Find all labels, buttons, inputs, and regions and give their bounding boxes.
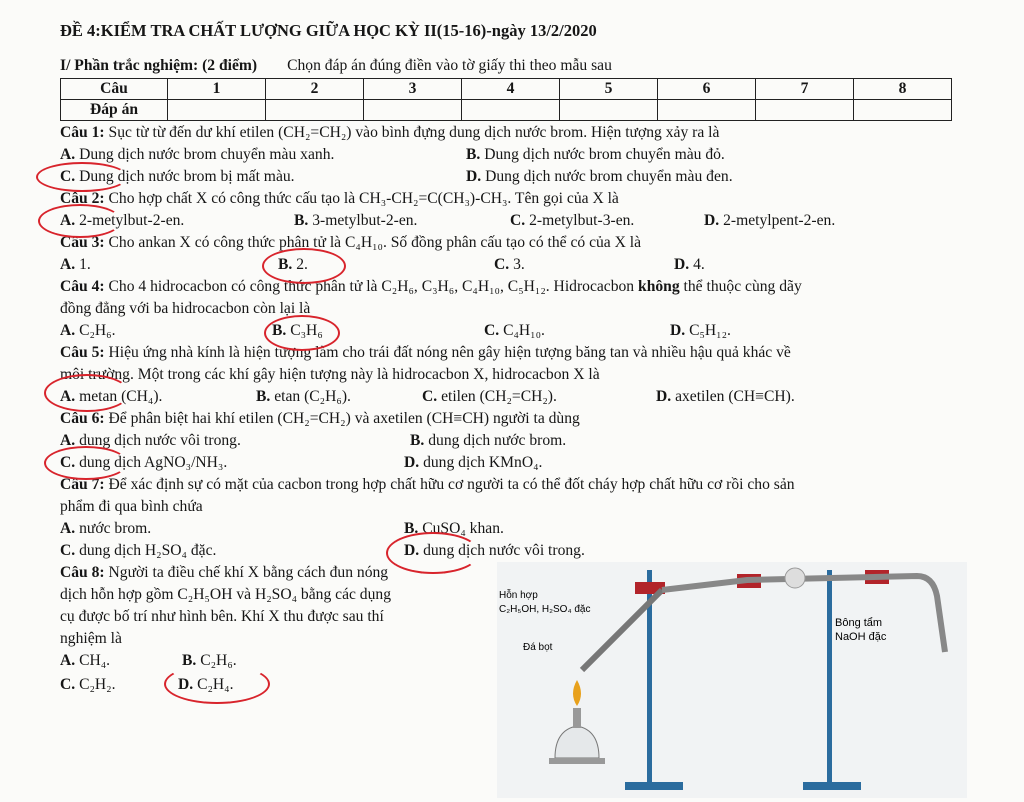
question-8-line2: dịch hỗn hợp gồm C₂H₅OH và H₂SO₄ bằng các dụng [60,586,391,603]
question-7: Câu 7: Để xác định sự có mặt của cacbon trong hợp chất hữu cơ người ta có thể đốt cháy hợp chất hữu cơ rồi cho sản [60,476,795,493]
question-6: Câu 6: Để phân biệt hai khí etilen (CH₂=CH₂) và axetilen (CH≡CH) người ta dùng [60,410,580,427]
question-4: Câu 4: Cho 4 hidrocacbon có công thức phân tử là C₂H₆, C₃H₆, C₄H₁₀, C₅H₁₂. Hidrocacbon không thể thuộc cùng dãy [60,278,802,295]
table-col-2: 2 [266,79,364,100]
table-col-5: 5 [560,79,658,100]
option-8c: C. C₂H₂. [60,676,116,693]
option-3d: D. 4. [674,256,705,273]
label-stones: Đá bọt [523,642,553,653]
option-4d: D. C₅H₁₂. [670,322,731,339]
question-8-line4: nghiệm là [60,630,122,647]
option-6a: A. dung dịch nước vôi trong. [60,432,241,449]
table-col-1: 1 [168,79,266,100]
answer-cell [462,100,560,121]
answer-cell [364,100,462,121]
cotton-ball [785,568,805,588]
answer-cell [756,100,854,121]
instruction: Chọn đáp án đúng điền vào tờ giấy thi theo mẫu sau [287,57,612,74]
option-7b: B. CuSO₄ khan. [404,520,504,537]
question-1 [60,124,719,142]
section-title: I/ Phần trắc nghiệm: (2 điểm) [60,57,258,74]
answer-table-header-row [61,79,952,100]
option-1b: B. Dung dịch nước brom chuyển màu đỏ. [466,146,725,163]
option-8b: B. C₂H₆. [182,652,237,669]
question-text: Sục từ từ đến dư khí etilen (CH₂=CH₂) vào bình đựng dung dịch nước brom. Hiện tượng xảy ra là [108,124,720,141]
table-col-3: 3 [364,79,462,100]
table-col-8: 8 [854,79,952,100]
table-col-4: 4 [462,79,560,100]
option-5a: A. metan (CH₄). [60,388,163,405]
answer-cell [854,100,952,121]
option-7c: C. dung dịch H₂SO₄ đặc. [60,542,217,559]
answer-table-answer-row [61,100,952,121]
question-5: Câu 5: Hiệu ứng nhà kính là hiện tượng làm cho trái đất nóng nên gây hiện tượng băng tan và nhiều hậu quả khác về [60,344,791,361]
label-cotton: Bông tẩm [835,617,883,629]
table-col-6: 6 [658,79,756,100]
label-mixture: Hỗn hợp [499,590,538,601]
table-label-cau: Câu [61,79,168,100]
question-7-line2: phẩm đi qua bình chứa [60,498,203,515]
option-4a: A. C₂H₆. [60,322,116,339]
question-4-line2: đồng đẳng với ba hidrocacbon còn lại là [60,300,311,317]
option-3c: C. 3. [494,256,525,273]
answer-cell [560,100,658,121]
label-cotton-naoh: NaOH đặc [835,631,887,643]
apparatus-figure [497,562,967,798]
option-4b: B. C₃H₆ [272,322,323,339]
option-1a: A. Dung dịch nước brom chuyển màu xanh. [60,146,335,163]
question-8: Câu 8: Người ta điều chế khí X bằng cách đun nóng [60,564,389,581]
option-8d: D. C₂H₄. [178,676,234,693]
table-label-dap-an: Đáp án [61,100,168,121]
answer-table [60,78,952,121]
option-2a: A. 2-metylbut-2-en. [60,212,185,229]
option-6b: B. dung dịch nước brom. [410,432,567,449]
question-5-line2: môi trường. Một trong các khí gây hiện tượng này là hidrocacbon X, hidrocacbon X là [60,366,600,383]
section-line [60,57,612,75]
option-2d: D. 2-metylpent-2-en. [704,212,836,229]
option-5d: D. axetilen (CH≡CH). [656,388,795,405]
option-1d: D. Dung dịch nước brom chuyển màu đen. [466,168,733,185]
question-3: Câu 3: Cho ankan X có công thức phân tử là C₄H₁₀. Số đồng phân cấu tạo có thể có của X là [60,234,642,251]
option-5b: B. etan (C₂H₆). [256,388,351,405]
answer-cell [658,100,756,121]
option-3a: A. 1. [60,256,91,273]
option-7a: A. nước brom. [60,520,152,537]
exam-title: ĐỀ 4:KIỂM TRA CHẤT LƯỢNG GIỮA HỌC KỲ II(15-16)-ngày 13/2/2020 [60,21,597,40]
option-6c: C. dung dịch AgNO₃/NH₃. [60,454,228,471]
option-1c: C. Dung dịch nước brom bị mất màu. [60,168,295,185]
option-6d: D. dung dịch KMnO₄. [404,454,543,471]
question-label: Câu 1: [60,124,105,141]
table-col-7: 7 [756,79,854,100]
question-2: Câu 2: Cho hợp chất X có công thức cấu tạo là CH₃-CH₂=C(CH₃)-CH₃. Tên gọi của X là [60,190,619,207]
option-5c: C. etilen (CH₂=CH₂). [422,388,557,405]
answer-cell [266,100,364,121]
option-3b: B. 2. [278,256,308,273]
option-8a: A. CH₄. [60,652,111,669]
option-2b: B. 3-metylbut-2-en. [294,212,418,229]
label-mixture-formula: C₂H₅OH, H₂SO₄ đặc [499,604,591,615]
option-7d: D. dung dịch nước vôi trong. [404,542,585,559]
question-8-line3: cụ được bố trí như hình bên. Khí X thu được sau thí [60,608,384,625]
option-4c: C. C₄H₁₀. [484,322,545,339]
answer-cell [168,100,266,121]
option-2c: C. 2-metylbut-3-en. [510,212,635,229]
